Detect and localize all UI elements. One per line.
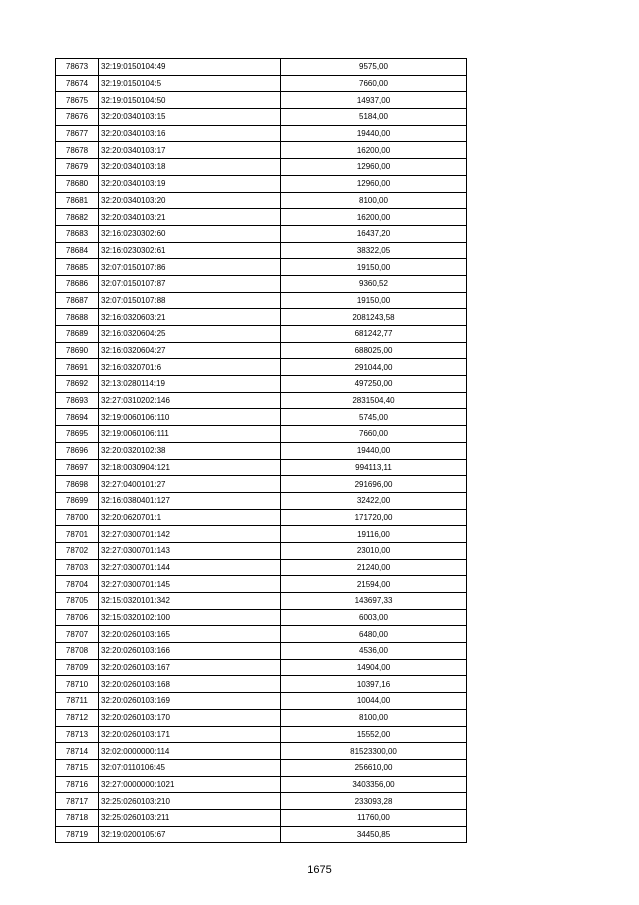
cadastral-number-cell: 32:20:0620701:1 [99, 509, 281, 526]
value-cell: 497250,00 [281, 376, 467, 393]
cadastral-number-cell: 32:20:0340103:19 [99, 175, 281, 192]
table-row [56, 709, 467, 726]
cadastral-number-cell: 32:20:0260103:165 [99, 626, 281, 643]
row-number-cell: 78674 [56, 75, 99, 92]
row-number-cell: 78687 [56, 292, 99, 309]
table-body [56, 59, 467, 843]
value-cell: 16200,00 [281, 209, 467, 226]
row-number-cell: 78709 [56, 659, 99, 676]
cadastral-number-cell: 32:19:0060106:110 [99, 409, 281, 426]
cadastral-number-cell: 32:27:0000000:1021 [99, 776, 281, 793]
table-row [56, 593, 467, 610]
table-row [56, 359, 467, 376]
row-number-cell: 78682 [56, 209, 99, 226]
table-row [56, 275, 467, 292]
cadastral-number-cell: 32:20:0260103:169 [99, 693, 281, 710]
row-number-cell: 78678 [56, 142, 99, 159]
row-number-cell: 78683 [56, 225, 99, 242]
value-cell: 12960,00 [281, 159, 467, 176]
cadastral-number-cell: 32:19:0150104:50 [99, 92, 281, 109]
value-cell: 16200,00 [281, 142, 467, 159]
table-row [56, 175, 467, 192]
row-number-cell: 78713 [56, 726, 99, 743]
value-cell: 14904,00 [281, 659, 467, 676]
cadastral-number-cell: 32:27:0300701:144 [99, 559, 281, 576]
cadastral-number-cell: 32:16:0320603:21 [99, 309, 281, 326]
value-cell: 12960,00 [281, 175, 467, 192]
row-number-cell: 78692 [56, 376, 99, 393]
row-number-cell: 78708 [56, 643, 99, 660]
value-cell: 10397,16 [281, 676, 467, 693]
row-number-cell: 78689 [56, 326, 99, 343]
cadastral-number-cell: 32:27:0300701:142 [99, 526, 281, 543]
cadastral-number-cell: 32:27:0300701:143 [99, 542, 281, 559]
value-cell: 3403356,00 [281, 776, 467, 793]
row-number-cell: 78684 [56, 242, 99, 259]
row-number-cell: 78701 [56, 526, 99, 543]
table-row [56, 809, 467, 826]
value-cell: 21594,00 [281, 576, 467, 593]
cadastral-number-cell: 32:19:0200105:67 [99, 826, 281, 843]
row-number-cell: 78693 [56, 392, 99, 409]
cadastral-number-cell: 32:20:0340103:16 [99, 125, 281, 142]
cadastral-number-cell: 32:20:0340103:18 [99, 159, 281, 176]
value-cell: 23010,00 [281, 542, 467, 559]
value-cell: 6003,00 [281, 609, 467, 626]
value-cell: 21240,00 [281, 559, 467, 576]
cadastral-number-cell: 32:20:0260103:170 [99, 709, 281, 726]
cadastral-number-cell: 32:20:0260103:166 [99, 643, 281, 660]
page-number: 1675 [307, 864, 332, 876]
value-cell: 233093,28 [281, 793, 467, 810]
row-number-cell: 78712 [56, 709, 99, 726]
cadastral-number-cell: 32:20:0340103:15 [99, 109, 281, 126]
cadastral-number-cell: 32:16:0320701:6 [99, 359, 281, 376]
cadastral-number-cell: 32:18:0030904:121 [99, 459, 281, 476]
cadastral-number-cell: 32:15:0320102:100 [99, 609, 281, 626]
table-row [56, 659, 467, 676]
table-row [56, 776, 467, 793]
table-row [56, 526, 467, 543]
row-number-cell: 78696 [56, 442, 99, 459]
cadastral-number-cell: 32:19:0150104:49 [99, 59, 281, 76]
table-row [56, 626, 467, 643]
row-number-cell: 78681 [56, 192, 99, 209]
value-cell: 38322,05 [281, 242, 467, 259]
table-row [56, 643, 467, 660]
row-number-cell: 78702 [56, 542, 99, 559]
value-cell: 81523300,00 [281, 743, 467, 760]
table-row [56, 409, 467, 426]
value-cell: 291044,00 [281, 359, 467, 376]
row-number-cell: 78715 [56, 759, 99, 776]
value-cell: 19116,00 [281, 526, 467, 543]
row-number-cell: 78699 [56, 492, 99, 509]
cadastral-number-cell: 32:27:0400101:27 [99, 476, 281, 493]
row-number-cell: 78698 [56, 476, 99, 493]
row-number-cell: 78686 [56, 275, 99, 292]
value-cell: 7660,00 [281, 75, 467, 92]
table-row [56, 326, 467, 343]
value-cell: 10044,00 [281, 693, 467, 710]
value-cell: 14937,00 [281, 92, 467, 109]
row-number-cell: 78690 [56, 342, 99, 359]
table-row [56, 759, 467, 776]
value-cell: 5184,00 [281, 109, 467, 126]
cadastral-number-cell: 32:19:0060106:111 [99, 426, 281, 443]
value-cell: 2831504,40 [281, 392, 467, 409]
value-cell: 32422,00 [281, 492, 467, 509]
table-row [56, 726, 467, 743]
value-cell: 171720,00 [281, 509, 467, 526]
table-row [56, 576, 467, 593]
cadastral-number-cell: 32:16:0230302:60 [99, 225, 281, 242]
cadastral-number-cell: 32:20:0320102:38 [99, 442, 281, 459]
table-row [56, 292, 467, 309]
value-cell: 34450,85 [281, 826, 467, 843]
cadastral-number-cell: 32:07:0150107:88 [99, 292, 281, 309]
value-cell: 256610,00 [281, 759, 467, 776]
table-row [56, 109, 467, 126]
table-row [56, 492, 467, 509]
table-row [56, 509, 467, 526]
table-row [56, 442, 467, 459]
table-row [56, 309, 467, 326]
row-number-cell: 78677 [56, 125, 99, 142]
table-row [56, 676, 467, 693]
value-cell: 4536,00 [281, 643, 467, 660]
value-cell: 11760,00 [281, 809, 467, 826]
row-number-cell: 78707 [56, 626, 99, 643]
value-cell: 994113,11 [281, 459, 467, 476]
table-row [56, 426, 467, 443]
data-table [55, 58, 467, 843]
row-number-cell: 78719 [56, 826, 99, 843]
table-row [56, 342, 467, 359]
row-number-cell: 78680 [56, 175, 99, 192]
value-cell: 19150,00 [281, 259, 467, 276]
table-row [56, 159, 467, 176]
cadastral-number-cell: 32:20:0340103:20 [99, 192, 281, 209]
cadastral-number-cell: 32:20:0260103:168 [99, 676, 281, 693]
row-number-cell: 78673 [56, 59, 99, 76]
value-cell: 19150,00 [281, 292, 467, 309]
value-cell: 8100,00 [281, 709, 467, 726]
value-cell: 688025,00 [281, 342, 467, 359]
table-row [56, 125, 467, 142]
value-cell: 6480,00 [281, 626, 467, 643]
table-row [56, 609, 467, 626]
row-number-cell: 78691 [56, 359, 99, 376]
cadastral-number-cell: 32:16:0320604:25 [99, 326, 281, 343]
row-number-cell: 78704 [56, 576, 99, 593]
cadastral-number-cell: 32:07:0150107:87 [99, 275, 281, 292]
value-cell: 16437,20 [281, 225, 467, 242]
table-row [56, 793, 467, 810]
value-cell: 291696,00 [281, 476, 467, 493]
row-number-cell: 78695 [56, 426, 99, 443]
table-row [56, 559, 467, 576]
cadastral-number-cell: 32:25:0260103:211 [99, 809, 281, 826]
row-number-cell: 78688 [56, 309, 99, 326]
cadastral-number-cell: 32:16:0320604:27 [99, 342, 281, 359]
cadastral-number-cell: 32:19:0150104:5 [99, 75, 281, 92]
table-row [56, 392, 467, 409]
table-row [56, 225, 467, 242]
table-row [56, 192, 467, 209]
value-cell: 5745,00 [281, 409, 467, 426]
table-row [56, 142, 467, 159]
value-cell: 2081243,58 [281, 309, 467, 326]
cadastral-number-cell: 32:20:0340103:21 [99, 209, 281, 226]
cadastral-number-cell: 32:07:0150107:86 [99, 259, 281, 276]
cadastral-number-cell: 32:20:0340103:17 [99, 142, 281, 159]
value-cell: 143697,33 [281, 593, 467, 610]
value-cell: 681242,77 [281, 326, 467, 343]
cadastral-number-cell: 32:07:0110106:45 [99, 759, 281, 776]
value-cell: 9360,52 [281, 275, 467, 292]
cadastral-number-cell: 32:27:0310202:146 [99, 392, 281, 409]
row-number-cell: 78694 [56, 409, 99, 426]
row-number-cell: 78685 [56, 259, 99, 276]
value-cell: 8100,00 [281, 192, 467, 209]
cadastral-number-cell: 32:16:0380401:127 [99, 492, 281, 509]
row-number-cell: 78716 [56, 776, 99, 793]
cadastral-number-cell: 32:15:0320101:342 [99, 593, 281, 610]
row-number-cell: 78711 [56, 693, 99, 710]
table-row [56, 459, 467, 476]
row-number-cell: 78675 [56, 92, 99, 109]
row-number-cell: 78717 [56, 793, 99, 810]
cadastral-number-cell: 32:20:0260103:171 [99, 726, 281, 743]
row-number-cell: 78700 [56, 509, 99, 526]
row-number-cell: 78697 [56, 459, 99, 476]
cadastral-number-cell: 32:25:0260103:210 [99, 793, 281, 810]
row-number-cell: 78714 [56, 743, 99, 760]
table-row [56, 476, 467, 493]
table-row [56, 542, 467, 559]
table-row [56, 376, 467, 393]
row-number-cell: 78706 [56, 609, 99, 626]
table-row [56, 59, 467, 76]
row-number-cell: 78705 [56, 593, 99, 610]
value-cell: 15552,00 [281, 726, 467, 743]
table-row [56, 743, 467, 760]
cadastral-number-cell: 32:27:0300701:145 [99, 576, 281, 593]
table-row [56, 92, 467, 109]
cadastral-number-cell: 32:20:0260103:167 [99, 659, 281, 676]
cadastral-number-cell: 32:16:0230302:61 [99, 242, 281, 259]
row-number-cell: 78718 [56, 809, 99, 826]
row-number-cell: 78703 [56, 559, 99, 576]
cadastral-number-cell: 32:13:0280114:19 [99, 376, 281, 393]
table-row [56, 826, 467, 843]
table-row [56, 693, 467, 710]
value-cell: 9575,00 [281, 59, 467, 76]
value-cell: 19440,00 [281, 442, 467, 459]
value-cell: 7660,00 [281, 426, 467, 443]
row-number-cell: 78710 [56, 676, 99, 693]
row-number-cell: 78676 [56, 109, 99, 126]
table-row [56, 75, 467, 92]
table-row [56, 242, 467, 259]
row-number-cell: 78679 [56, 159, 99, 176]
table-row [56, 209, 467, 226]
value-cell: 19440,00 [281, 125, 467, 142]
cadastral-number-cell: 32:02:0000000:114 [99, 743, 281, 760]
table-row [56, 259, 467, 276]
